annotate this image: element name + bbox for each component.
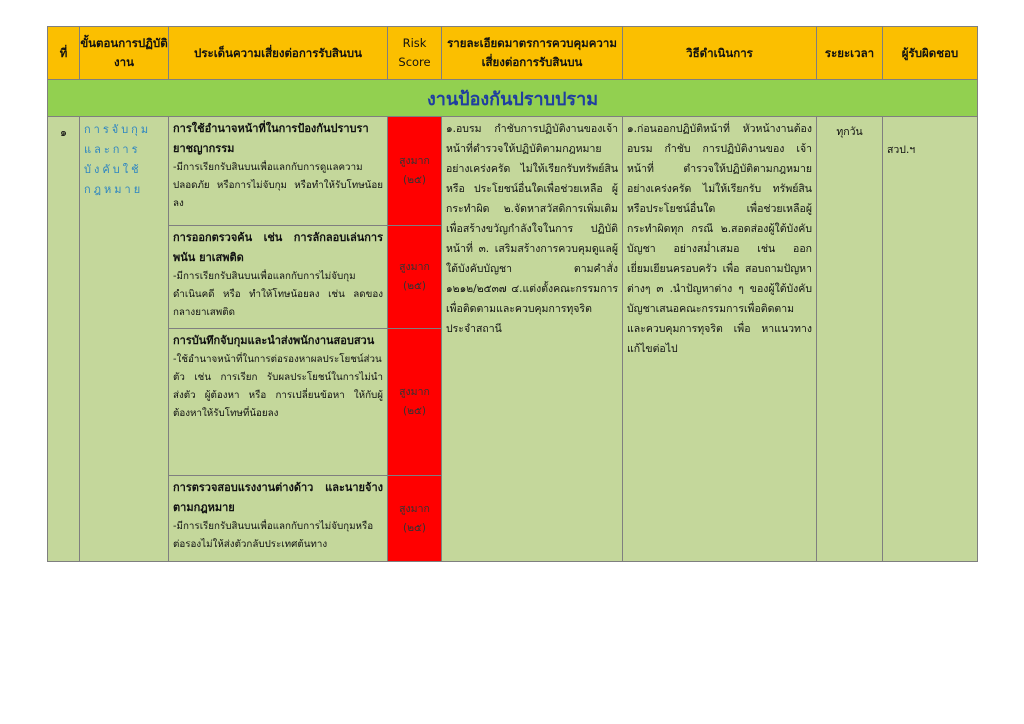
responsible-cell: สวป.ฯ [883, 117, 978, 562]
method-cell: ๑.ก่อนออกปฏิบัติหน้าที่ หัวหน้างานต้อง อบรม กำชับ การปฏิบัติงานของ เจ้าหน้าที่ ตำรวจให้ปฏิบัติตามกฎหมาย อย่างเคร่งครัด ไม่ให้เรียกรับ ทรัพย์สินหรือประโยชน์อื่นใด เพื่อช่วยเหลือผู้กระทำผิดทุก กรณี ๒.สอดส่องผู้ใต้บังคับบัญชา อย่างสม่ำเสมอ เช่น ออก เยี่ยมเยียนครอบครัว เพื่อ สอบถามปัญหาต่างๆ ๓ .นำปัญหาต่าง ๆ ของผู้ใต้บังคับบัญชาเสนอคณะกรรมการเพื่อติดตาม และควบคุมการทุจริต เพื่อ หาแนวทางแก้ไขต่อไป [623, 117, 817, 562]
risk-detail: -มีการเรียกรับสินบนเพื่อแลกกับการไม่จับกุมดำเนินคดี หรือ ทำให้โทษน้อยลง เช่น ลดของกลางยาเสพติด [173, 271, 383, 318]
control-cell: ๑.อบรม กำชับการปฏิบัติงานของเจ้าหน้าที่ตำรวจให้ปฏิบัติตามกฎหมายอย่างเคร่งครัด ไม่ให้เรียกรับทรัพย์สินหรือ ประโยชน์อื่นใดเพื่อช่วยเหลือ ผู้กระทำผิด ๒.จัดหาสวัสดิการเพิ่มเติมเพื่อสร้างขวัญกำลังใจในการ ปฏิบัติหน้าที่ ๓. เสริมสร้างการควบคุมดูแลผู้ใต้บังคับบัญชา ตามคำสั่ง ๑๒๑๒/๒๕๓๗ ๔.แต่งตั้งคณะกรรมการเพื่อติดตามและควบคุมการทุจริตประจำสถานี [442, 117, 623, 562]
risk-detail: -ใช้อำนาจหน้าที่ในการต่อรองหาผลประโยชน์ส่วนตัว เช่น การเรียก รับผลประโยชน์ในการไม่นำส่งตัว ผู้ต้องหา หรือ การเปลี่ยนข้อหา ให้กับผู้ต้องหาให้รับโทษที่น้อยลง [173, 354, 383, 419]
header-responsible: ผู้รับผิดชอบ [883, 27, 978, 80]
risk-title: การใช้อำนาจหน้าที่ในการป้องกันปราบรายาชญากรรม [173, 122, 369, 155]
header-method: วิธีดำเนินการ [623, 27, 817, 80]
header-period: ระยะเวลา [817, 27, 883, 80]
period-cell: ทุกวัน [817, 117, 883, 562]
header-row [48, 27, 978, 80]
risk-score-cell: สูงมาก (๒๕) [388, 226, 442, 329]
header-risk-score: Risk Score [388, 27, 442, 80]
step-cell: การจับกุมและการบังคับใช้กฎหมาย [80, 117, 169, 562]
section-title: งานป้องกันปราบปราม [48, 80, 978, 117]
header-step: ขั้นตอนการปฏิบัติงาน [80, 27, 169, 80]
risk-issue-cell [169, 226, 388, 329]
row-number: ๑ [48, 117, 80, 562]
risk-detail: -มีการเรียกรับสินบนเพื่อแลกกับการไม่จับกุมหรือต่อรองไม่ให้ส่งตัวกลับประเทศต้นทาง [173, 521, 374, 550]
risk-score-cell: สูงมาก (๒๕) [388, 476, 442, 562]
header-risk-issue: ประเด็นความเสี่ยงต่อการรับสินบน [169, 27, 388, 80]
risk-detail: -มีการเรียกรับสินบนเพื่อแลกกับการดูแลความปลอดภัย หรือการไม่จับกุม หรือทำให้รับโทษน้อยลง [173, 162, 383, 209]
risk-title: การบันทึกจับกุมและนำส่งพนักงานสอบสวน [173, 334, 375, 347]
section-row [48, 80, 978, 117]
risk-title: การตรวจสอบแรงงานต่างด้าว และนายจ้าง ตามกฎหมาย [173, 481, 383, 514]
header-control: รายละเอียดมาตรการควบคุมความเสี่ยงต่อการรับสินบน [442, 27, 623, 80]
risk-issue-cell [169, 329, 388, 476]
risk-score-cell: สูงมาก (๒๕) [388, 329, 442, 476]
risk-issue-cell [169, 117, 388, 226]
risk-score-cell: สูงมาก (๒๕) [388, 117, 442, 226]
table-row [48, 117, 978, 226]
risk-table [47, 26, 978, 562]
risk-title: การออกตรวจค้น เช่น การลักลอบเล่นการพนัน ยาเสพติด [173, 231, 383, 264]
risk-issue-cell [169, 476, 388, 562]
header-no: ที่ [48, 27, 80, 80]
